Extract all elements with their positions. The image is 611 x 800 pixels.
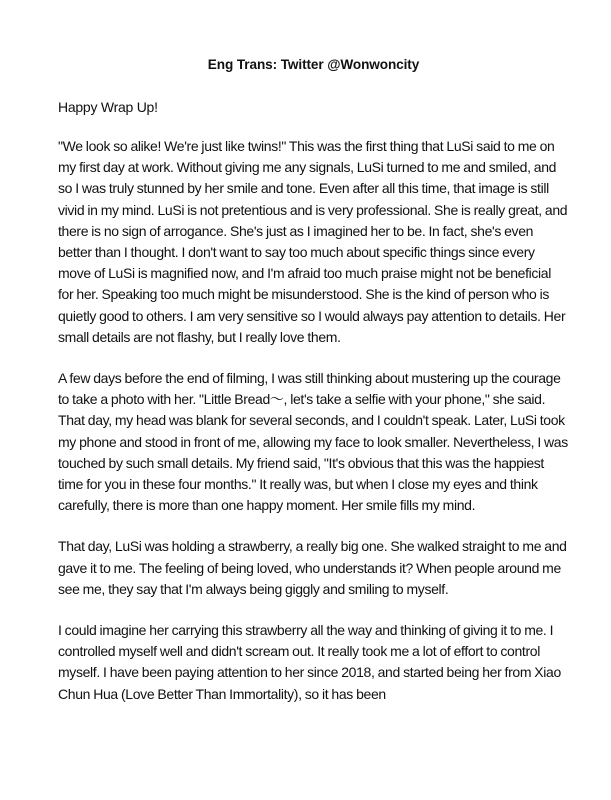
document-title: Eng Trans: Twitter @Wonwoncity bbox=[207, 57, 420, 72]
paragraph-4: I could imagine her carrying this strawberry all the way and thinking of giving it to me. I controlled myself well and didn't scream out. It really took me a lot of effort to control myself. I have been paying attention to her since 2018, and started being her from Xiao Chun Hua (Love Better Than Immortality), so it has been bbox=[58, 622, 561, 702]
paragraph-2: A few days before the end of filming, I was still thinking about mustering up the courage to take a photo with her. "Little Bread～, let's take a selfie with your phone," she said. That day, my head was blank for several seconds, and I couldn't speak. Later, LuSi took my phone and stood in front of me, allowing my face to look smaller. Nevertheless, I was touched by such small details. My friend said, "It's obvious that this was the happiest time for you in these four months." It really was, but when I close my eyes and think carefully, there is more than one happy moment. Her smile fills my mind. bbox=[58, 370, 568, 514]
paragraph-3: That day, LuSi was holding a strawberry, a really big one. She walked straight to me and gave it to me. The feeling of being loved, who understands it? When people around me see me, they say that I'm always being giggly and smiling to myself. bbox=[58, 538, 567, 597]
greeting-line: Happy Wrap Up! bbox=[58, 99, 158, 115]
paragraph-1: "We look so alike! We're just like twins!" This was the first thing that LuSi said to me on my first day at work. Without giving me any signals, LuSi turned to me and smiled, and so I was truly stunned by her smile and tone. Even after all this time, that image is still vivid in my mind. LuSi is not pretentious and is very professional. She is really great, and there is no sign of arrogance. She's just as I imagined her to be. In fact, she's even better than I thought. I don't want to say too much about specific things since every move of LuSi is magnified now, and I'm afraid too much praise might not be beneficial for her. Speaking too much might be misunderstood. She is the kind of person who is quietly good to others. I am very sensitive so I would always pay attention to details. Her small details are not flashy, but I really love them. bbox=[58, 138, 568, 345]
